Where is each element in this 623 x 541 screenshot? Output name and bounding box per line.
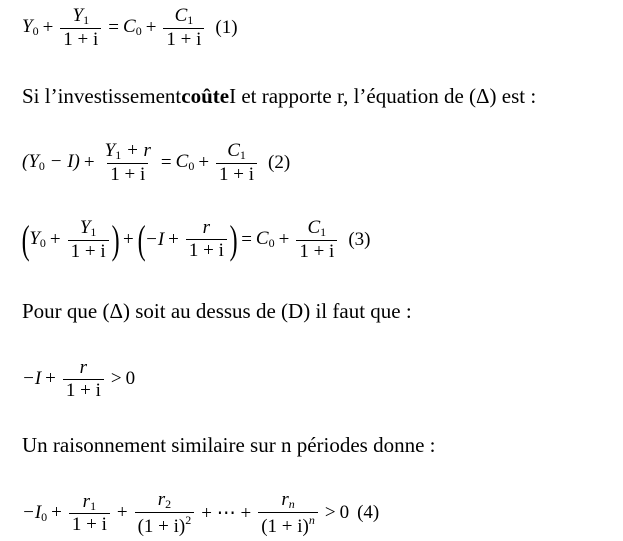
- eq2-label: (2): [268, 151, 291, 173]
- eq2-group: $(Y_0 - I)$: [22, 151, 80, 174]
- equation-3: ( $Y_0$ + $\frac{Y_1}{1 + i}$ ) + ( −I + $\frac{r}{1 + i}$ ) = $C_0$ + $\frac{C_1}{1 + i}$ (3): [21, 216, 371, 262]
- paragraph-condition: Pour que (Δ) soit au dessus de (D) il faut que :: [22, 299, 412, 323]
- eq3-fraction-y1: $\frac{Y_1}{1 + i}$: [68, 218, 109, 262]
- equation-4: $-I_0$ + $\frac{r_1}{1 + i}$ + $\frac{r_2}{(1 + i)^2}$ + ⋯ + $\frac{r_n}{(1 + i)^n}$ > 0 (4): [22, 489, 380, 537]
- eq2-fraction-c1: $\frac{C_1}{1 + i}$: [216, 141, 257, 185]
- eq1-c0: $C_0$: [123, 16, 142, 39]
- paragraph-investissement: Si l’investissement coûte I et rapporte r, l’équation de (Δ) est :: [22, 84, 537, 108]
- eq1-y0: $Y_0$: [22, 16, 39, 39]
- inequality: −I + $\frac{r}{1 + i}$ > 0: [22, 357, 136, 401]
- eq4-fraction-r2: $\frac{r_2}{(1 + i)^2}$: [135, 490, 195, 537]
- equation-1: $Y_0$ + $\frac{Y_1}{1 + i}$ = $C_0$ + $\frac{C_1}{1 + i}$ (1): [22, 5, 238, 50]
- eq3-fraction-r: $\frac{r}{1 + i}$: [186, 218, 227, 261]
- paragraph-n-periodes: Un raisonnement similaire sur n périodes donne :: [22, 433, 436, 457]
- eq3-label: (3): [348, 228, 371, 250]
- eq1-plus: +: [42, 16, 54, 38]
- eq1-fraction-c1: $\frac{C_1}{1 + i}$: [163, 6, 204, 50]
- eq4-fraction-r1: $\frac{r_1}{1 + i}$: [69, 492, 110, 536]
- equation-2: $(Y_0 - I)$ + $\frac{Y_1 + r}{1 + i}$ = $C_0$ + $\frac{C_1}{1 + i}$ (2): [22, 140, 291, 185]
- eq1-label: (1): [215, 16, 238, 38]
- eq2-fraction-y1-r: $\frac{Y_1 + r}{1 + i}$: [104, 140, 151, 185]
- eq1-equals: =: [108, 16, 120, 38]
- bold-word: coûte: [181, 84, 230, 108]
- eq4-fraction-rn: $\frac{r_n}{(1 + i)^n}$: [258, 490, 318, 537]
- ineq-fraction-r: $\frac{r}{1 + i}$: [63, 358, 104, 401]
- eq4-label: (4): [357, 502, 380, 524]
- eq3-fraction-c1: $\frac{C_1}{1 + i}$: [296, 218, 337, 262]
- eq1-fraction-y1: $\frac{Y_1}{1 + i}$: [60, 6, 101, 50]
